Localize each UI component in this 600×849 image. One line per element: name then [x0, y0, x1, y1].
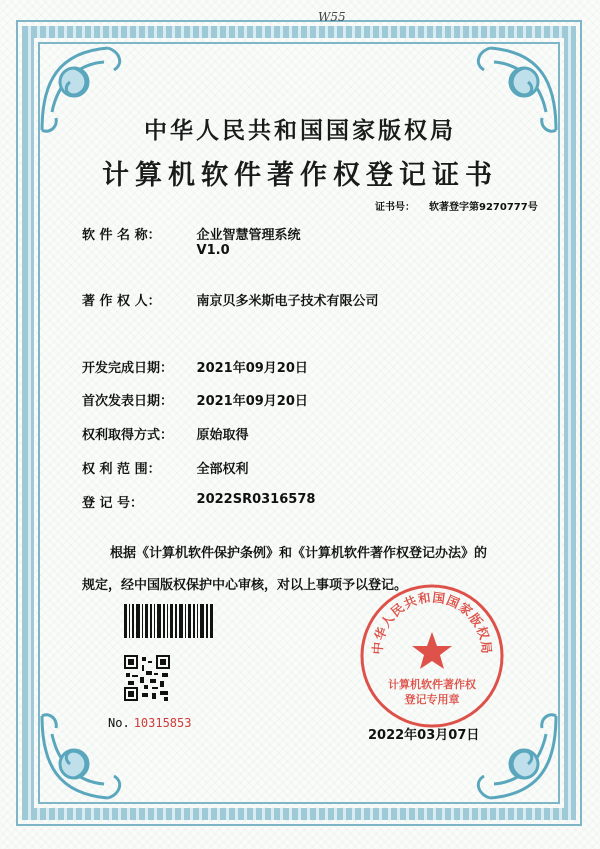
seal-center-line-1: 计算机软件著作权 [388, 678, 476, 691]
field-rights-scope [82, 458, 249, 477]
field-completion-date [82, 357, 308, 376]
certificate-number-label: 证书号： [375, 202, 415, 213]
certificate-number [375, 198, 538, 213]
serial-prefix: No. [108, 716, 130, 730]
field-value [197, 224, 301, 258]
field-first-publication-date [82, 390, 308, 409]
field-acquisition-method [82, 424, 249, 443]
serial-number-value: 10315853 [133, 716, 192, 730]
seal-star-icon [412, 632, 452, 669]
issue-date: 2022年03月07日 [368, 728, 480, 743]
qr-code-icon [124, 655, 170, 701]
field-copyright-owner [82, 290, 379, 309]
field-value: 2021年09月20日 [196, 394, 308, 409]
certificate-title: 计算机软件著作权登记证书 [102, 160, 498, 191]
field-label: 首次发表日期： [82, 394, 174, 409]
field-label: 开发完成日期： [82, 361, 174, 376]
field-software-name [82, 224, 301, 258]
statement-line-1: 根据《计算机软件保护条例》和《计算机软件著作权登记办法》的 [110, 546, 488, 561]
field-value: 2021年09月20日 [196, 361, 308, 376]
field-label: 权利取得方式： [82, 428, 174, 443]
handwritten-mark: W55 [318, 10, 346, 24]
barcode-icon [124, 604, 214, 638]
software-version-value: V1.0 [196, 243, 230, 258]
serial-number [108, 716, 191, 730]
field-value: 全部权利 [196, 462, 249, 477]
seal-center-line-2: 登记专用章 [404, 693, 460, 706]
statement-line-2: 规定，经中国版权保护中心审核，对以上事项予以登记。 [82, 578, 408, 593]
software-name-value: 企业智慧管理系统 [196, 228, 301, 243]
issuer-title: 中华人民共和国国家版权局 [144, 117, 456, 144]
certificate-number-value: 软著登字第9270777号 [429, 202, 538, 213]
official-seal [358, 582, 506, 730]
field-label: 权 利 范 围： [82, 462, 161, 477]
field-registration-number [82, 492, 315, 511]
field-label: 软 件 名 称： [82, 228, 161, 243]
field-label: 登 记 号： [82, 496, 144, 511]
field-value: 南京贝多米斯电子技术有限公司 [196, 294, 379, 309]
seal-arc-text: 中华人民共和国国家版权局 [369, 589, 495, 656]
field-value: 2022SR0316578 [196, 492, 316, 507]
field-label: 著 作 权 人： [82, 294, 161, 309]
field-value: 原始取得 [196, 428, 249, 443]
